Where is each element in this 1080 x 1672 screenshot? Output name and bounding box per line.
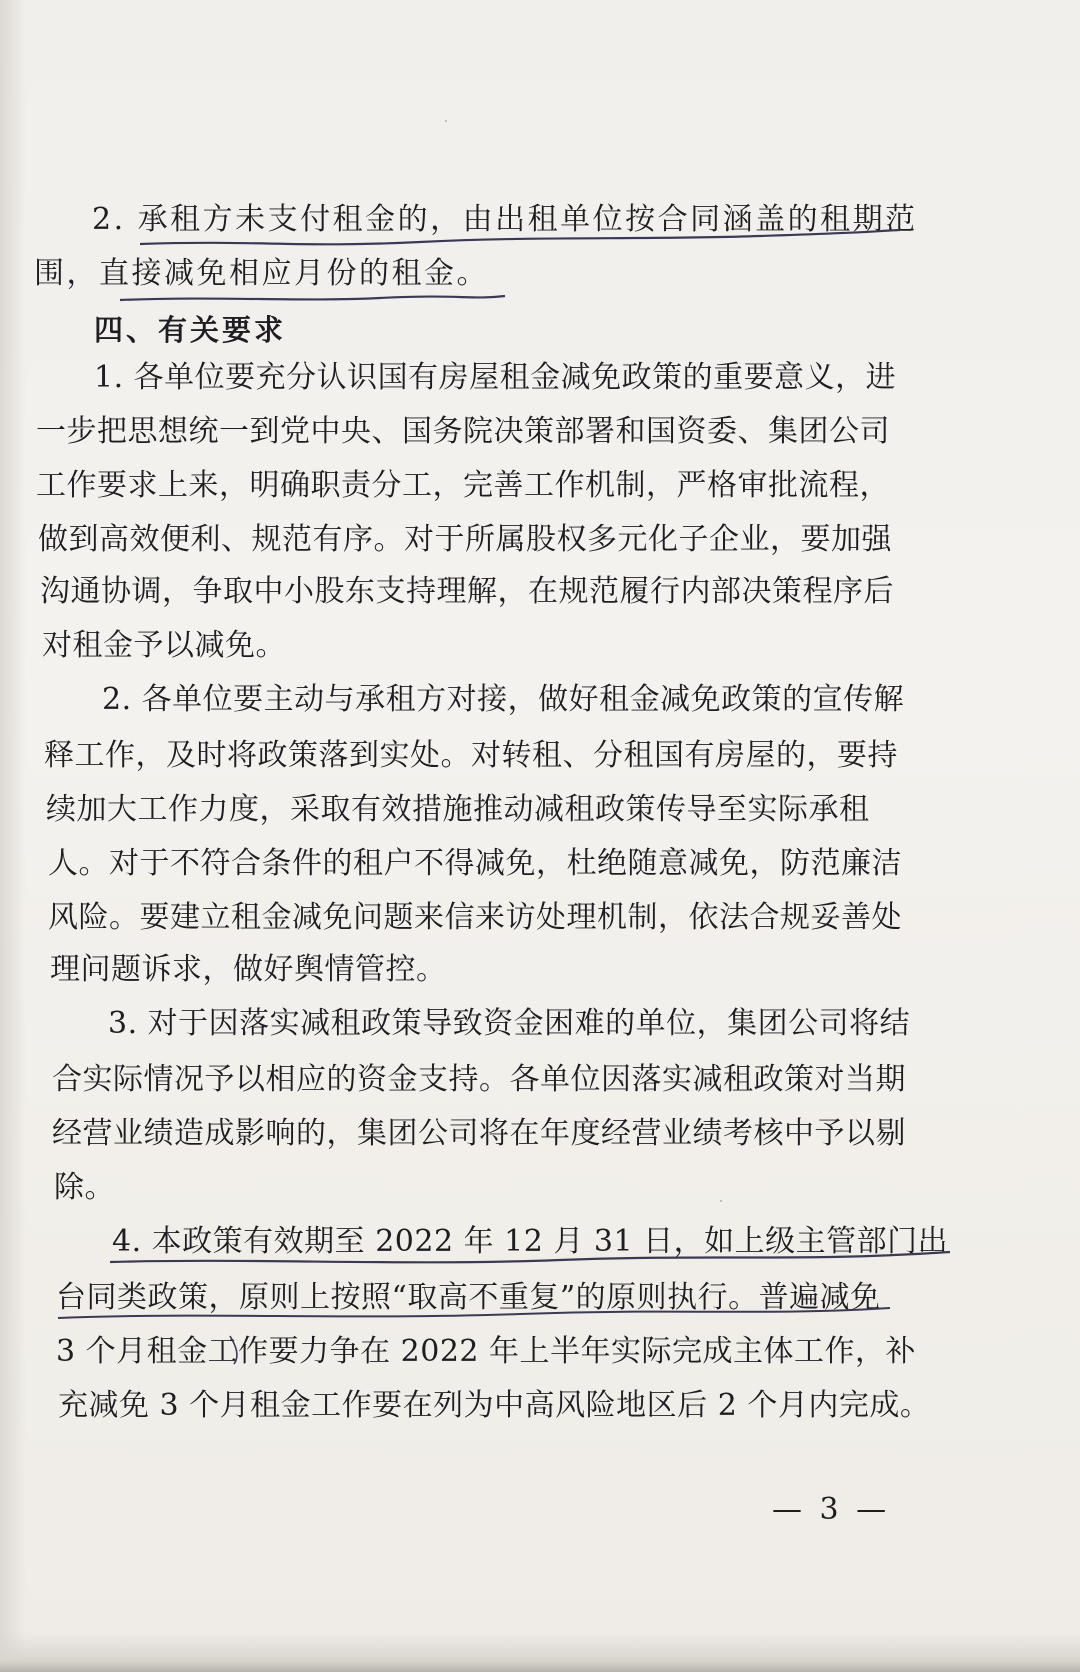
text-line: 人。对于不符合条件的租户不得减免，杜绝随意减免，防范廉洁 bbox=[48, 846, 902, 881]
scan-shadow-left bbox=[0, 0, 26, 1672]
text-line: 做到高效便利、规范有序。对于所属股权多元化子企业，要加强 bbox=[38, 522, 892, 557]
scan-shadow-bottom bbox=[0, 1632, 1080, 1672]
scan-speck bbox=[445, 120, 447, 122]
text-line: 3. 对于因落实减租政策导致资金困难的单位，集团公司将结 bbox=[108, 1006, 911, 1041]
text-line: 台同类政策，原则上按照“取高不重复”的原则执行。普遍减免 bbox=[56, 1280, 881, 1315]
text-line: 合实际情况予以相应的资金支持。各单位因落实减租政策对当期 bbox=[52, 1062, 906, 1097]
text-line: 风险。要建立租金减免问题来信来访处理机制，依法合规妥善处 bbox=[48, 900, 902, 935]
scan-speck bbox=[720, 1200, 722, 1202]
text-line: 工作要求上来，明确职责分工，完善工作机制，严格审批流程， bbox=[36, 468, 890, 503]
text-line: 3 个月租金工作要力争在 2022 年上半年实际完成主体工作，补 bbox=[56, 1334, 917, 1369]
section-heading: 四、有关要求 bbox=[94, 313, 287, 347]
text-line: 一步把思想统一到党中央、国务院决策部署和国资委、集团公司 bbox=[36, 414, 890, 449]
pen-underline bbox=[120, 296, 505, 300]
text-line: 沟通协调，争取中小股东支持理解，在规范履行内部决策程序后 bbox=[40, 574, 894, 609]
text-line: 1. 各单位要充分认识国有房屋租金减免政策的重要意义，进 bbox=[94, 360, 897, 395]
text-line: 释工作，及时将政策落到实处。对转租、分租国有房屋的，要持 bbox=[44, 738, 898, 773]
text-line: 对租金予以减免。 bbox=[42, 628, 286, 663]
text-line: 围，直接减免相应月份的租金。 bbox=[34, 256, 489, 291]
text-line: 充减免 3 个月租金工作要在列为中高风险地区后 2 个月内完成。 bbox=[58, 1388, 931, 1423]
text-line: 2. 承租方未支付租金的，由出租单位按合同涵盖的租期范 bbox=[92, 202, 918, 237]
text-line: 理问题诉求，做好舆情管控。 bbox=[50, 952, 447, 987]
page-number: — 3 — bbox=[772, 1492, 891, 1527]
text-line: 续加大工作力度，采取有效措施推动减租政策传导至实际承租 bbox=[46, 792, 870, 827]
text-line: 2. 各单位要主动与承租方对接，做好租金减免政策的宣传解 bbox=[102, 682, 905, 717]
text-line: 除。 bbox=[54, 1170, 115, 1205]
text-line: 经营业绩造成影响的，集团公司将在年度经营业绩考核中予以剔 bbox=[52, 1116, 906, 1151]
text-line: 4. 本政策有效期至 2022 年 12 月 31 日，如上级主管部门出 bbox=[112, 1224, 949, 1259]
